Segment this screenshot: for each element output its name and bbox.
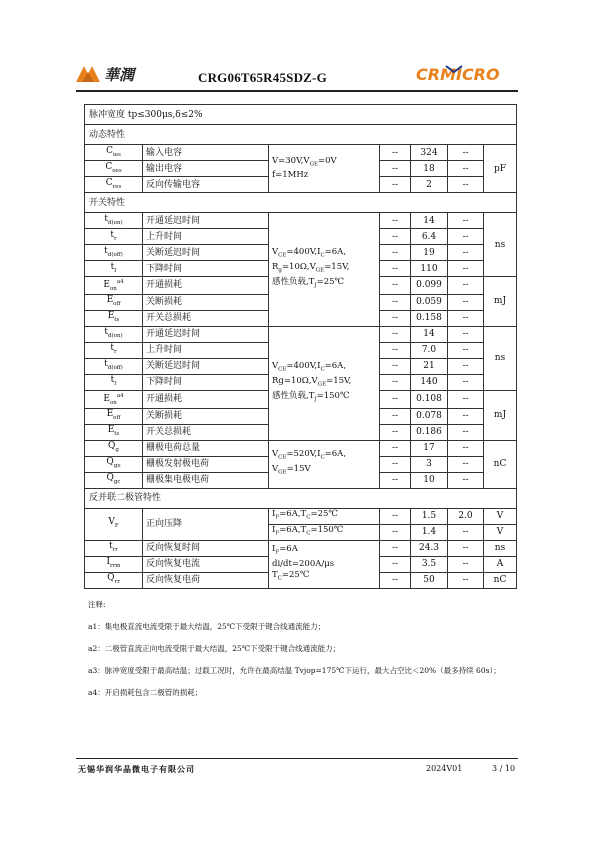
symbol-subscript: off <box>113 414 121 421</box>
condition-text: =25℃ <box>316 276 345 287</box>
test-condition <box>269 540 380 588</box>
symbol-subscript: on <box>109 399 117 406</box>
param-symbol <box>85 277 143 295</box>
param-name: 反向恢复电流 <box>143 556 269 572</box>
value-typ: 50 <box>411 572 448 588</box>
value-max: -- <box>448 161 484 177</box>
param-name: 关断延迟时间 <box>143 245 269 261</box>
symbol-subscript: oes <box>112 167 122 174</box>
symbol-subscript: r <box>113 235 117 242</box>
symbol-subscript: off <box>113 301 121 308</box>
symbol-subscript: d(on) <box>107 219 123 226</box>
value-max: -- <box>448 342 484 358</box>
symbol-subscript: rr <box>114 578 120 585</box>
value-min: -- <box>380 374 411 390</box>
symbol-base: I <box>106 557 111 568</box>
param-name: 反向传输电容 <box>143 177 269 193</box>
condition-text: GE <box>309 161 318 168</box>
symbol-base: C <box>105 177 113 188</box>
condition-text: =520V,I <box>286 449 321 460</box>
symbol-subscript: g <box>115 446 119 453</box>
unit: ns <box>484 213 517 277</box>
symbol-base: C <box>105 161 113 172</box>
value-typ: 2 <box>411 177 448 193</box>
condition-text: GE <box>317 381 327 388</box>
param-name: 开关总损耗 <box>143 424 269 440</box>
note-a1: a1：集电极直流电流受限于最大结温，25℃下受限于键合线通流能力； <box>88 622 326 631</box>
test-condition <box>269 213 380 327</box>
condition-text: =6A,T <box>279 524 307 535</box>
param-symbol <box>85 390 143 408</box>
value-min: -- <box>380 213 411 229</box>
table-row <box>85 326 517 342</box>
condition-text: 感性负载,T <box>272 276 315 287</box>
section-title: 开关特性 <box>85 193 517 213</box>
section-header-row <box>85 488 517 508</box>
symbol-base: E <box>107 425 115 436</box>
symbol-base: E <box>106 409 114 420</box>
company-logo <box>76 62 156 86</box>
test-condition <box>269 145 380 193</box>
value-min: -- <box>380 540 411 556</box>
page-header <box>76 58 518 88</box>
condition-text: =6A <box>279 543 298 554</box>
condition-text: C <box>277 575 282 582</box>
brand-logo-text: CRMICRO <box>416 65 500 84</box>
value-typ: 10 <box>411 472 448 488</box>
value-min: -- <box>380 342 411 358</box>
symbol-base: V <box>108 517 115 528</box>
value-typ: 19 <box>411 245 448 261</box>
condition-text: CE <box>278 253 287 260</box>
condition-text: =400V,I <box>286 361 321 372</box>
document-title: CRG06T65R45SDZ-G <box>198 70 327 85</box>
symbol-subscript: on <box>109 285 117 292</box>
value-max: -- <box>448 572 484 588</box>
symbol-base: E <box>107 311 115 322</box>
pulse-condition: 脉冲宽度 tp≤300μs,δ≤2% <box>85 105 517 125</box>
condition-text: R <box>272 262 279 273</box>
value-typ: 1.4 <box>411 524 448 540</box>
symbol-subscript: r <box>113 349 117 356</box>
param-symbol <box>85 177 143 193</box>
unit: mJ <box>484 390 517 440</box>
symbol-subscript: d(on) <box>107 333 123 340</box>
value-typ: 0.078 <box>411 408 448 424</box>
symbol-base: t <box>110 261 115 272</box>
value-min: -- <box>380 556 411 572</box>
condition-text: GE <box>278 469 287 476</box>
value-typ: 14 <box>411 213 448 229</box>
condition-text: C <box>306 514 311 521</box>
param-name: 上升时间 <box>143 229 269 245</box>
condition-text: =400V,I <box>286 247 321 258</box>
param-symbol <box>85 326 143 342</box>
symbol-base: t <box>110 375 115 386</box>
value-typ: 1.5 <box>411 508 448 524</box>
param-name: 开通延迟时间 <box>143 213 269 229</box>
value-max: -- <box>448 177 484 193</box>
company-logo-mark-icon <box>76 62 156 86</box>
param-name: 正向压降 <box>143 508 269 540</box>
condition-text: f=1MHz <box>272 170 309 181</box>
value-typ: 110 <box>411 261 448 277</box>
value-min: -- <box>380 245 411 261</box>
condition-text: I <box>272 524 276 535</box>
param-symbol <box>85 229 143 245</box>
value-max: -- <box>448 245 484 261</box>
condition-text: J <box>314 282 317 289</box>
condition-text: V <box>272 155 279 166</box>
value-typ: 0.059 <box>411 294 448 310</box>
condition-text: F <box>275 530 280 537</box>
condition-text: =0V <box>318 155 337 166</box>
condition-text: V <box>272 449 279 460</box>
value-min: -- <box>380 229 411 245</box>
condition-text: J <box>314 396 317 403</box>
unit: nC <box>484 440 517 488</box>
value-typ: 324 <box>411 145 448 161</box>
value-max: -- <box>448 229 484 245</box>
unit: V <box>484 524 517 540</box>
param-name: 下降时间 <box>143 374 269 390</box>
unit: pF <box>484 145 517 193</box>
param-name: 开通损耗 <box>143 390 269 408</box>
condition-text: F <box>275 514 280 521</box>
param-symbol <box>85 572 143 588</box>
table-row <box>85 508 517 524</box>
symbol-subscript: f <box>114 267 117 274</box>
footer-version: 2024V01 <box>426 764 463 773</box>
unit: mJ <box>484 277 517 327</box>
value-typ: 21 <box>411 358 448 374</box>
value-min: -- <box>380 472 411 488</box>
value-typ: 7.0 <box>411 342 448 358</box>
symbol-base: t <box>104 327 108 338</box>
value-typ: 18 <box>411 161 448 177</box>
value-max: -- <box>448 213 484 229</box>
unit: V <box>484 508 517 524</box>
param-name: 栅极集电极电荷 <box>143 472 269 488</box>
unit: A <box>484 556 517 572</box>
condition-text: C <box>320 366 325 373</box>
note-a2: a2：二极管直流正向电流受限于最大结温，25℃下受限于键合线通流能力； <box>88 644 341 653</box>
param-symbol <box>85 161 143 177</box>
symbol-superscript: a4 <box>116 392 124 399</box>
param-name: 反向恢复时间 <box>143 540 269 556</box>
section-header-row <box>85 193 517 213</box>
table-row <box>85 213 517 229</box>
test-condition <box>269 440 380 488</box>
footer-rule <box>76 758 518 759</box>
symbol-subscript: gc <box>113 478 121 485</box>
value-min: -- <box>380 261 411 277</box>
test-condition <box>269 524 380 540</box>
param-symbol <box>85 424 143 440</box>
value-min: -- <box>380 508 411 524</box>
condition-text: g <box>278 267 282 274</box>
symbol-subscript: ies <box>113 151 121 158</box>
condition-text: GE <box>315 267 325 274</box>
value-max: -- <box>448 540 484 556</box>
value-typ: 24.3 <box>411 540 448 556</box>
param-symbol <box>85 358 143 374</box>
param-symbol <box>85 472 143 488</box>
value-typ: 140 <box>411 374 448 390</box>
symbol-base: t <box>109 541 113 552</box>
condition-text: =150℃ <box>310 524 344 535</box>
param-symbol <box>85 408 143 424</box>
crmicro-logo-icon <box>416 62 516 86</box>
value-typ: 6.4 <box>411 229 448 245</box>
condition-text: =10Ω,V <box>281 262 316 273</box>
value-min: -- <box>380 524 411 540</box>
condition-text: di/dt=200A/μs <box>272 558 335 569</box>
value-min: -- <box>380 177 411 193</box>
notes-title: 注释: <box>88 600 106 609</box>
symbol-base: Q <box>107 573 115 584</box>
value-min: -- <box>380 294 411 310</box>
value-min: -- <box>380 390 411 408</box>
symbol-subscript: ge <box>113 462 121 469</box>
condition-text: I <box>272 508 276 519</box>
section-title: 动态特性 <box>85 125 517 145</box>
test-condition <box>269 326 380 440</box>
symbol-subscript: rrm <box>110 562 121 569</box>
value-max: -- <box>448 326 484 342</box>
note-a3: a3：脉冲宽度受限于最高结温；过载工况时，允许在最高结温 Tvjop=175℃下运行，最大占空比＜20%（最多持续 60s）； <box>88 666 501 675</box>
value-min: -- <box>380 310 411 326</box>
value-max: -- <box>448 440 484 456</box>
param-symbol <box>85 456 143 472</box>
symbol-subscript: d(off) <box>107 251 123 258</box>
condition-text: C <box>320 253 325 260</box>
condition-text: =15V, <box>326 375 352 386</box>
param-name: 开关总损耗 <box>143 310 269 326</box>
param-symbol <box>85 556 143 572</box>
param-symbol <box>85 294 143 310</box>
unit: ns <box>484 326 517 390</box>
value-typ: 14 <box>411 326 448 342</box>
company-logo-text: 華潤 <box>104 66 135 84</box>
value-max: -- <box>448 294 484 310</box>
symbol-subscript: F <box>114 522 119 529</box>
unit: ns <box>484 540 517 556</box>
condition-text: =15V, <box>324 262 350 273</box>
value-max: -- <box>448 358 484 374</box>
symbol-subscript: rr <box>112 546 118 553</box>
symbol-subscript: f <box>114 381 117 388</box>
condition-text: C <box>320 455 325 462</box>
param-name: 开通损耗 <box>143 277 269 295</box>
symbol-base: Q <box>106 457 114 468</box>
table-row <box>85 440 517 456</box>
value-max: -- <box>448 472 484 488</box>
param-name: 关断延迟时间 <box>143 358 269 374</box>
param-name: 下降时间 <box>143 261 269 277</box>
note-a4: a4：开启损耗包含二极管的损耗； <box>88 688 203 697</box>
value-min: -- <box>380 408 411 424</box>
value-min: -- <box>380 161 411 177</box>
value-typ: 17 <box>411 440 448 456</box>
symbol-subscript: ts <box>114 317 120 324</box>
test-condition <box>269 508 380 524</box>
value-typ: 0.158 <box>411 310 448 326</box>
brand-logo <box>416 62 516 86</box>
symbol-base: t <box>104 213 108 224</box>
param-symbol <box>85 213 143 229</box>
condition-text: Rg=10Ω,V <box>272 375 318 386</box>
condition-text: V <box>272 247 279 258</box>
condition-text: I <box>272 543 276 554</box>
value-typ: 3.5 <box>411 556 448 572</box>
condition-text: =6A, <box>324 361 347 372</box>
value-max: -- <box>448 524 484 540</box>
param-symbol <box>85 145 143 161</box>
value-typ: 0.099 <box>411 277 448 295</box>
value-min: -- <box>380 277 411 295</box>
section-title: 反并联二极管特性 <box>85 488 517 508</box>
symbol-base: t <box>110 229 114 240</box>
condition-text: CE <box>278 366 287 373</box>
value-max: -- <box>448 145 484 161</box>
value-max: -- <box>448 310 484 326</box>
symbol-base: t <box>110 343 114 354</box>
param-symbol <box>85 440 143 456</box>
param-name: 开通延迟时间 <box>143 326 269 342</box>
param-name: 反向恢复电荷 <box>143 572 269 588</box>
value-max: -- <box>448 374 484 390</box>
condition-text: =25℃ <box>310 508 338 519</box>
param-name: 栅极电荷总量 <box>143 440 269 456</box>
value-min: -- <box>380 145 411 161</box>
section-header-row <box>85 125 517 145</box>
condition-text: =30V,V <box>278 155 310 166</box>
condition-text: =6A, <box>324 449 347 460</box>
spec-table <box>84 104 517 589</box>
symbol-base: E <box>103 393 110 404</box>
value-typ: 0.186 <box>411 424 448 440</box>
condition-text: 感性负载,T <box>272 390 315 401</box>
value-max: -- <box>448 456 484 472</box>
value-typ: 0.108 <box>411 390 448 408</box>
table-row <box>85 105 517 125</box>
condition-text: =25℃ <box>281 569 310 580</box>
condition-text: F <box>275 549 280 556</box>
param-name: 栅极发射极电荷 <box>143 456 269 472</box>
param-symbol <box>85 261 143 277</box>
symbol-subscript: ts <box>114 430 120 437</box>
symbol-base: E <box>106 295 114 306</box>
footer-company: 无锡华润华晶微电子有限公司 <box>78 765 195 774</box>
value-typ: 3 <box>411 456 448 472</box>
header-rule <box>76 90 518 92</box>
condition-text: V <box>272 464 279 475</box>
condition-text: CE <box>278 455 287 462</box>
table-row <box>85 145 517 161</box>
value-max: -- <box>448 390 484 408</box>
param-name: 上升时间 <box>143 342 269 358</box>
condition-text: =150℃ <box>316 390 350 401</box>
condition-text: C <box>306 530 311 537</box>
param-name: 关断损耗 <box>143 408 269 424</box>
symbol-base: Q <box>106 473 114 484</box>
symbol-subscript: d(off) <box>107 365 123 372</box>
table-row <box>85 540 517 556</box>
symbol-base: Q <box>108 441 116 452</box>
value-max: -- <box>448 277 484 295</box>
symbol-superscript: a4 <box>116 279 124 285</box>
param-symbol <box>85 540 143 556</box>
condition-text: =15V <box>286 464 311 475</box>
value-max: 2.0 <box>448 508 484 524</box>
condition-text: V <box>272 361 279 372</box>
param-symbol <box>85 342 143 358</box>
param-name: 输出电容 <box>143 161 269 177</box>
value-max: -- <box>448 408 484 424</box>
symbol-base: C <box>106 145 114 156</box>
notes <box>88 600 528 710</box>
condition-text: T <box>272 569 278 580</box>
value-max: -- <box>448 424 484 440</box>
value-min: -- <box>380 456 411 472</box>
value-min: -- <box>380 326 411 342</box>
param-symbol <box>85 245 143 261</box>
param-symbol <box>85 374 143 390</box>
param-name: 关断损耗 <box>143 294 269 310</box>
symbol-base: E <box>103 280 110 290</box>
value-min: -- <box>380 424 411 440</box>
symbol-base: t <box>104 245 108 256</box>
value-max: -- <box>448 261 484 277</box>
unit: nC <box>484 572 517 588</box>
param-symbol <box>85 310 143 326</box>
symbol-base: t <box>104 359 108 370</box>
footer-page: 3 / 10 <box>492 764 516 773</box>
param-name: 输入电容 <box>143 145 269 161</box>
value-max: -- <box>448 556 484 572</box>
value-min: -- <box>380 572 411 588</box>
param-symbol <box>85 508 143 540</box>
symbol-subscript: res <box>112 183 122 190</box>
value-min: -- <box>380 440 411 456</box>
condition-text: =6A, <box>324 247 347 258</box>
condition-text: =6A,T <box>279 508 307 519</box>
value-min: -- <box>380 358 411 374</box>
